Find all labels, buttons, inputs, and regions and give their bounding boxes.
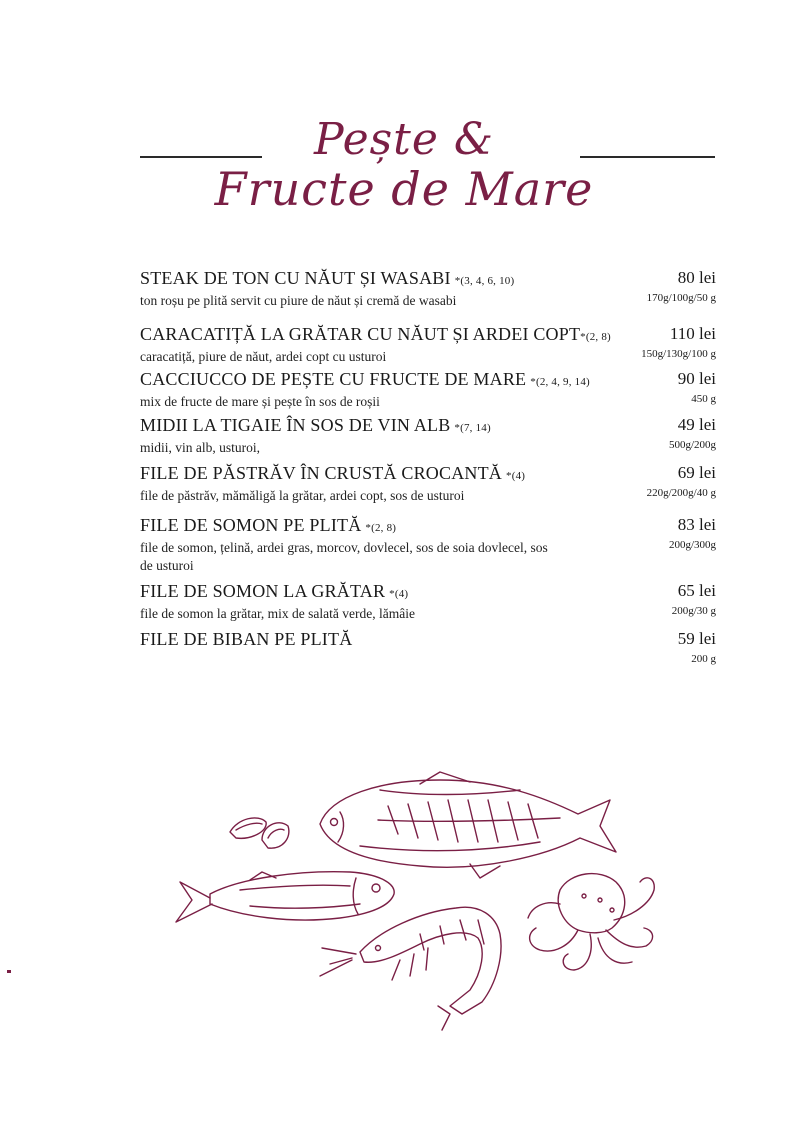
item-description: file de păstrăv, mămăligă la grătar, ardei copt, sos de usturoi [140,488,465,503]
item-price: 110 lei [669,324,716,343]
trout-icon [320,772,616,878]
item-weight: 500g/200g [668,439,716,451]
octopus-icon [528,874,654,970]
item-allergens: *(2, 8) [365,522,397,534]
item-allergens: *(7, 14) [454,422,491,434]
item-allergens: *(3, 4, 6, 10) [454,275,515,287]
item-price: 90 lei [677,369,716,388]
item-name: STEAK DE TON CU NĂUT ȘI WASABI [140,268,451,288]
item-weight: 200 g [691,653,716,665]
item-price: 69 lei [677,463,716,482]
item-allergens: *(4) [389,588,409,600]
item-description: file de somon la grătar, mix de salată verde, lămâie [140,606,415,621]
item-weight: 200g/30 g [671,605,716,617]
item-name: CARACATIȚĂ LA GRĂTAR CU NĂUT ȘI ARDEI COPT [140,324,581,344]
item-price: 59 lei [677,629,716,648]
item-description: ton roșu pe plită servit cu piure de năut și cremă de wasabi [140,293,457,308]
item-description: midii, vin alb, usturoi, [140,440,260,455]
page-title-line1: Pește & [313,114,495,165]
item-name: CACCIUCCO DE PEȘTE CU FRUCTE DE MARE [140,369,527,389]
item-name: MIDII LA TIGAIE ÎN SOS DE VIN ALB [140,415,451,435]
item-name: FILE DE SOMON LA GRĂTAR [140,581,386,601]
item-description: mix de fructe de mare și pește în sos de roșii [140,394,380,409]
item-description: file de somon, țelină, ardei gras, morcov, dovlecel, sos de soia dovlecel, sos de usturoi [140,540,548,573]
item-weight: 170g/100g/50 g [646,292,716,304]
item-weight: 220g/200g/40 g [646,487,716,499]
item-name: FILE DE BIBAN PE PLITĂ [140,629,353,649]
item-name: FILE DE PĂSTRĂV ÎN CRUSTĂ CROCANTĂ [140,463,503,483]
item-weight: 200g/300g [668,539,716,551]
item-description: caracatiță, piure de năut, ardei copt cu usturoi [140,349,387,364]
shrimp-icon [320,907,501,1030]
item-price: 65 lei [677,581,716,600]
item-weight: 150g/130g/100 g [641,348,716,360]
item-price: 83 lei [677,515,716,534]
decorative-dot [7,970,11,973]
item-price: 49 lei [677,415,716,434]
page-title-line2: Fructe de Mare [214,162,594,216]
item-allergens: *(2, 4, 9, 14) [530,376,590,388]
item-allergens: *(2, 8) [580,331,611,343]
item-allergens: *(4) [506,470,526,482]
item-weight: 450 g [691,393,716,405]
mackerel-icon [176,872,394,922]
item-price: 80 lei [677,268,716,287]
item-name: FILE DE SOMON PE PLITĂ [140,515,362,535]
mussels-icon [230,818,289,848]
